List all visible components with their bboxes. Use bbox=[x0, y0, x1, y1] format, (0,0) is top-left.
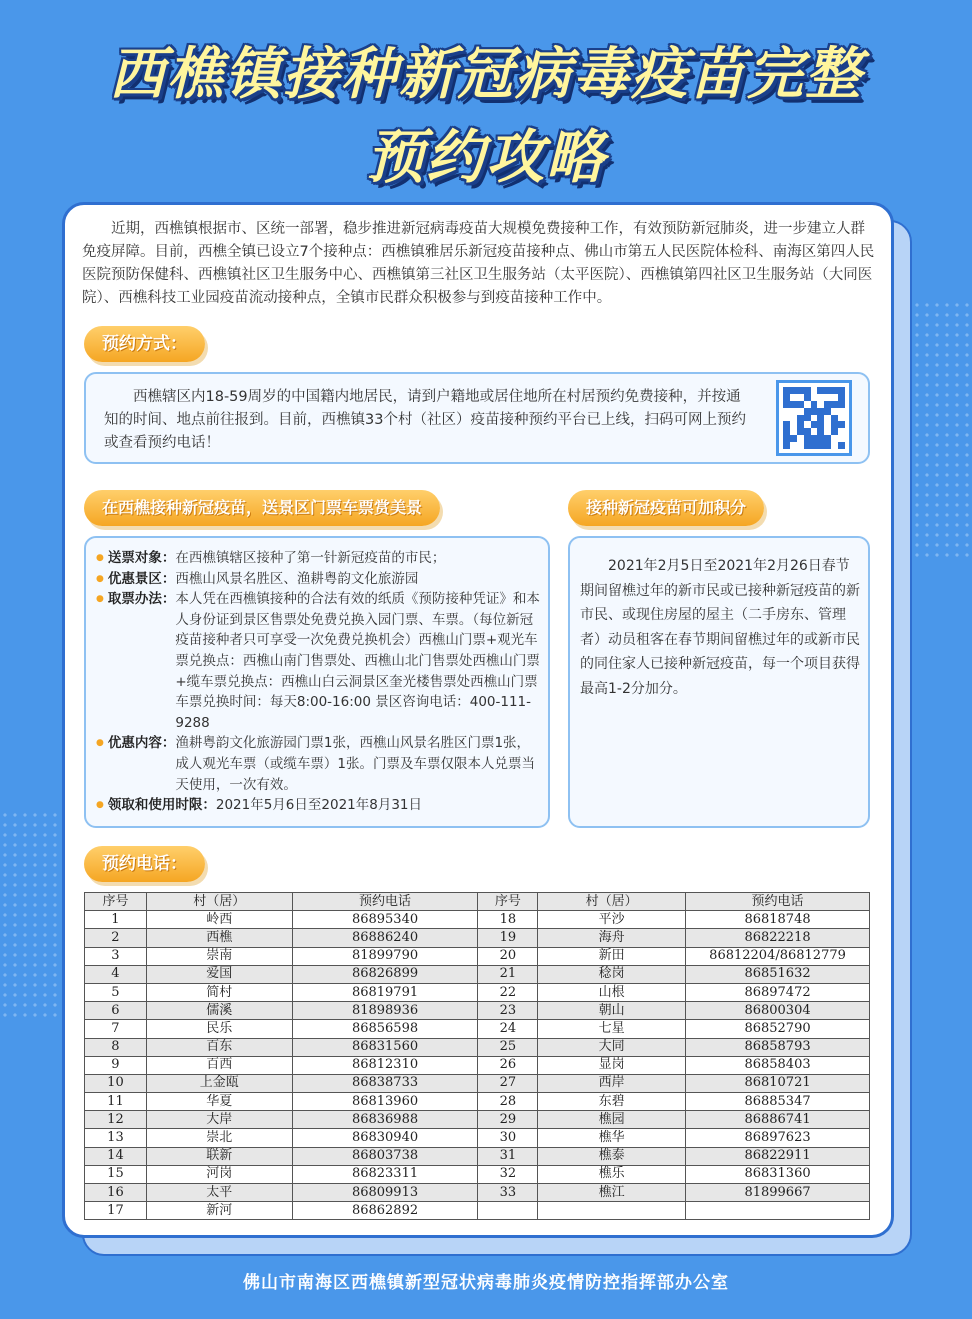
intro-paragraph: 近期，西樵镇根据市、区统一部署，稳步推进新冠病毒疫苗大规模免费接种工作，有效预防新冠肺炎，进一步建立人群免疫屏障。目前，西樵全镇已设立7个接种点：西樵镇雅居乐新冠疫苗接种点、佛山市第五人民医院体检科、南海区第四人民医院预防保健科、西樵镇社区卫生服务中心、西樵镇第三社区卫生服务站（太平医院）、西樵镇第四社区卫生服务站（大同医院）、西樵科技工业园疫苗流动接种点，全镇市民群众积极参与到疫苗接种工作中。 bbox=[82, 221, 875, 306]
ticket-item-target bbox=[96, 548, 542, 569]
table-cell: 17 bbox=[85, 1202, 147, 1220]
column-header: 预约电话 bbox=[686, 893, 870, 911]
table-cell: 86852790 bbox=[686, 1020, 870, 1038]
table-cell: 6 bbox=[85, 1002, 147, 1020]
phone-table-body bbox=[85, 911, 870, 1220]
table-cell: 20 bbox=[478, 947, 538, 965]
table-row bbox=[85, 1038, 870, 1056]
table-cell: 30 bbox=[478, 1129, 538, 1147]
table-cell: 21 bbox=[478, 965, 538, 983]
column-header: 序号 bbox=[478, 893, 538, 911]
ticket-item-key: ● 取票办法： bbox=[96, 589, 175, 733]
table-cell: 西岸 bbox=[538, 1074, 686, 1092]
table-cell bbox=[478, 1202, 538, 1220]
table-cell: 岭西 bbox=[146, 911, 292, 929]
table-cell: 山根 bbox=[538, 983, 686, 1001]
table-cell bbox=[538, 1202, 686, 1220]
table-cell bbox=[686, 1202, 870, 1220]
table-cell: 86830940 bbox=[292, 1129, 478, 1147]
table-row bbox=[85, 1093, 870, 1111]
table-row bbox=[85, 983, 870, 1001]
table-row bbox=[85, 965, 870, 983]
table-cell: 18 bbox=[478, 911, 538, 929]
table-cell: 81898936 bbox=[292, 1002, 478, 1020]
table-cell: 28 bbox=[478, 1093, 538, 1111]
table-cell: 9 bbox=[85, 1056, 147, 1074]
qr-code-pattern bbox=[783, 387, 845, 449]
table-cell: 32 bbox=[478, 1165, 538, 1183]
table-cell: 15 bbox=[85, 1165, 147, 1183]
table-cell: 7 bbox=[85, 1020, 147, 1038]
table-cell: 13 bbox=[85, 1129, 147, 1147]
ticket-item-key: ● 送票对象： bbox=[96, 548, 175, 569]
table-cell: 29 bbox=[478, 1111, 538, 1129]
table-row bbox=[85, 1074, 870, 1092]
table-cell: 海舟 bbox=[538, 929, 686, 947]
table-cell: 12 bbox=[85, 1111, 147, 1129]
ticket-item-key: ● 优惠景区： bbox=[96, 569, 175, 590]
table-row bbox=[85, 1147, 870, 1165]
table-cell: 华夏 bbox=[146, 1093, 292, 1111]
table-row bbox=[85, 1202, 870, 1220]
table-cell: 简村 bbox=[146, 983, 292, 1001]
table-cell: 大岸 bbox=[146, 1111, 292, 1129]
column-header: 序号 bbox=[85, 893, 147, 911]
table-cell: 平沙 bbox=[538, 911, 686, 929]
table-cell: 百东 bbox=[146, 1038, 292, 1056]
table-cell: 上金瓯 bbox=[146, 1074, 292, 1092]
table-row bbox=[85, 1002, 870, 1020]
table-cell: 86895340 bbox=[292, 911, 478, 929]
table-header-row bbox=[85, 893, 870, 911]
table-cell: 86800304 bbox=[686, 1002, 870, 1020]
ticket-item-value: 渔耕粤韵文化旅游园门票1张，西樵山风景名胜区门票1张，成人观光车票（或缆车票）1张。门票及车票仅限本人兑票当天使用，一次有效。 bbox=[175, 735, 535, 793]
table-cell: 86886240 bbox=[292, 929, 478, 947]
ticket-item-period bbox=[96, 795, 542, 816]
table-cell: 联新 bbox=[146, 1147, 292, 1165]
table-cell: 86803738 bbox=[292, 1147, 478, 1165]
table-cell: 86819791 bbox=[292, 983, 478, 1001]
ticket-offer-label: 在西樵接种新冠疫苗，送景区门票车票赏美景 bbox=[84, 490, 440, 526]
table-cell: 西樵 bbox=[146, 929, 292, 947]
decorative-dots-right bbox=[912, 300, 972, 560]
table-cell: 26 bbox=[478, 1056, 538, 1074]
booking-method-box bbox=[84, 372, 870, 464]
ticket-item-key: ● 领取和使用时限： bbox=[96, 795, 216, 816]
table-row bbox=[85, 1129, 870, 1147]
table-cell: 19 bbox=[478, 929, 538, 947]
table-cell: 86831560 bbox=[292, 1038, 478, 1056]
table-cell: 25 bbox=[478, 1038, 538, 1056]
table-cell: 86851632 bbox=[686, 965, 870, 983]
table-row bbox=[85, 1056, 870, 1074]
table-row bbox=[85, 1165, 870, 1183]
booking-method-text: 西樵辖区内18-59周岁的中国籍内地居民，请到户籍地或居住地所在村居预约免费接种，并按通知的时间、地点前往报到。目前，西樵镇33个村（社区）疫苗接种预约平台已上线，扫码可网上预约或查看预约电话！ bbox=[104, 389, 746, 451]
table-cell: 新河 bbox=[146, 1202, 292, 1220]
table-cell: 3 bbox=[85, 947, 147, 965]
table-row bbox=[85, 1111, 870, 1129]
table-cell: 86897472 bbox=[686, 983, 870, 1001]
ticket-item-method bbox=[96, 589, 542, 733]
table-cell: 86813960 bbox=[292, 1093, 478, 1111]
table-cell: 8 bbox=[85, 1038, 147, 1056]
table-row bbox=[85, 1184, 870, 1202]
table-cell: 86885347 bbox=[686, 1093, 870, 1111]
table-cell: 86838733 bbox=[292, 1074, 478, 1092]
table-cell: 4 bbox=[85, 965, 147, 983]
table-cell: 86809913 bbox=[292, 1184, 478, 1202]
phone-table bbox=[84, 892, 870, 1220]
table-cell: 86886741 bbox=[686, 1111, 870, 1129]
table-cell: 27 bbox=[478, 1074, 538, 1092]
table-cell: 22 bbox=[478, 983, 538, 1001]
table-cell: 显岗 bbox=[538, 1056, 686, 1074]
table-cell: 23 bbox=[478, 1002, 538, 1020]
table-cell: 86897623 bbox=[686, 1129, 870, 1147]
table-cell: 86818748 bbox=[686, 911, 870, 929]
page-title-line-1: 西樵镇接种新冠病毒疫苗完整 bbox=[109, 42, 863, 107]
table-cell: 稔岗 bbox=[538, 965, 686, 983]
table-cell: 86826899 bbox=[292, 965, 478, 983]
table-cell: 86822911 bbox=[686, 1147, 870, 1165]
phone-list-label: 预约电话： bbox=[84, 846, 205, 882]
table-cell: 86856598 bbox=[292, 1020, 478, 1038]
ticket-item-scenic-area bbox=[96, 569, 542, 590]
table-cell: 樵乐 bbox=[538, 1165, 686, 1183]
table-cell: 33 bbox=[478, 1184, 538, 1202]
table-cell: 崇南 bbox=[146, 947, 292, 965]
table-cell: 86858403 bbox=[686, 1056, 870, 1074]
table-cell: 16 bbox=[85, 1184, 147, 1202]
table-row bbox=[85, 911, 870, 929]
ticket-offer-list bbox=[96, 548, 542, 816]
table-cell: 1 bbox=[85, 911, 147, 929]
table-cell: 86812204/86812779 bbox=[686, 947, 870, 965]
column-header: 村（居） bbox=[146, 893, 292, 911]
table-cell: 86823311 bbox=[292, 1165, 478, 1183]
table-cell: 太平 bbox=[146, 1184, 292, 1202]
ticket-offer-box bbox=[84, 536, 550, 828]
table-cell: 百西 bbox=[146, 1056, 292, 1074]
ticket-item-value: 本人凭在西樵镇接种的合法有效的纸质《预防接种凭证》和本人身份证到景区售票处免费兑换入园门票、车票。（每位新冠疫苗接种者只可享受一次免费兑换机会）西樵山门票+观光车票兑换点：西樵山南门售票处、西樵山北门售票处西樵山门票+缆车票兑换点：西樵山白云洞景区奎光楼售票处西樵山门票车票兑换时间：每天8:00-16:00 景区咨询电话：400-111-9288 bbox=[175, 591, 540, 731]
table-cell: 10 bbox=[85, 1074, 147, 1092]
table-cell: 86812310 bbox=[292, 1056, 478, 1074]
table-cell: 14 bbox=[85, 1147, 147, 1165]
booking-method-label: 预约方式： bbox=[84, 326, 205, 362]
table-cell: 86836988 bbox=[292, 1111, 478, 1129]
points-text: 2021年2月5日至2021年2月26日春节期间留樵过年的新市民或已接种新冠疫苗的新市民、或现住房屋的屋主（二手房东、管理者）动员租客在春节期间留樵过年的或新市民的同住家人已接种新冠疫苗，每一个项目获得最高1-2分加分。 bbox=[580, 558, 860, 697]
table-cell: 樵泰 bbox=[538, 1147, 686, 1165]
table-cell: 樵华 bbox=[538, 1129, 686, 1147]
table-row bbox=[85, 947, 870, 965]
points-label: 接种新冠疫苗可加积分 bbox=[568, 490, 764, 526]
table-cell: 朝山 bbox=[538, 1002, 686, 1020]
table-cell: 5 bbox=[85, 983, 147, 1001]
footer-issuer: 佛山市南海区西樵镇新型冠状病毒肺炎疫情防控指挥部办公室 bbox=[243, 1273, 729, 1293]
table-cell: 民乐 bbox=[146, 1020, 292, 1038]
table-cell: 大同 bbox=[538, 1038, 686, 1056]
table-cell: 新田 bbox=[538, 947, 686, 965]
table-cell: 崇北 bbox=[146, 1129, 292, 1147]
table-cell: 86858793 bbox=[686, 1038, 870, 1056]
column-header: 预约电话 bbox=[292, 893, 478, 911]
table-row bbox=[85, 1020, 870, 1038]
table-cell: 86822218 bbox=[686, 929, 870, 947]
table-cell: 31 bbox=[478, 1147, 538, 1165]
table-cell: 河岗 bbox=[146, 1165, 292, 1183]
ticket-item-value: 西樵山风景名胜区、渔耕粤韵文化旅游园 bbox=[175, 570, 419, 587]
table-cell: 86831360 bbox=[686, 1165, 870, 1183]
table-cell: 东碧 bbox=[538, 1093, 686, 1111]
column-header: 村（居） bbox=[538, 893, 686, 911]
points-box bbox=[568, 536, 870, 828]
table-cell: 樵江 bbox=[538, 1184, 686, 1202]
table-row bbox=[85, 929, 870, 947]
table-cell: 2 bbox=[85, 929, 147, 947]
ticket-item-content bbox=[96, 733, 542, 795]
table-cell: 24 bbox=[478, 1020, 538, 1038]
page-title-line-2: 预约攻略 bbox=[365, 123, 606, 191]
ticket-item-key: ● 优惠内容： bbox=[96, 733, 175, 795]
ticket-item-value: 在西樵镇辖区接种了第一针新冠疫苗的市民； bbox=[175, 550, 446, 566]
table-cell: 81899790 bbox=[292, 947, 478, 965]
ticket-item-value: 2021年5月6日至2021年8月31日 bbox=[215, 797, 423, 814]
qr-code-icon[interactable] bbox=[776, 380, 852, 456]
table-cell: 86862892 bbox=[292, 1202, 478, 1220]
table-cell: 86810721 bbox=[686, 1074, 870, 1092]
table-cell: 爱国 bbox=[146, 965, 292, 983]
table-cell: 儒溪 bbox=[146, 1002, 292, 1020]
table-cell: 七星 bbox=[538, 1020, 686, 1038]
table-cell: 樵园 bbox=[538, 1111, 686, 1129]
decorative-dots-left bbox=[0, 810, 60, 1020]
table-cell: 11 bbox=[85, 1093, 147, 1111]
table-cell: 81899667 bbox=[686, 1184, 870, 1202]
